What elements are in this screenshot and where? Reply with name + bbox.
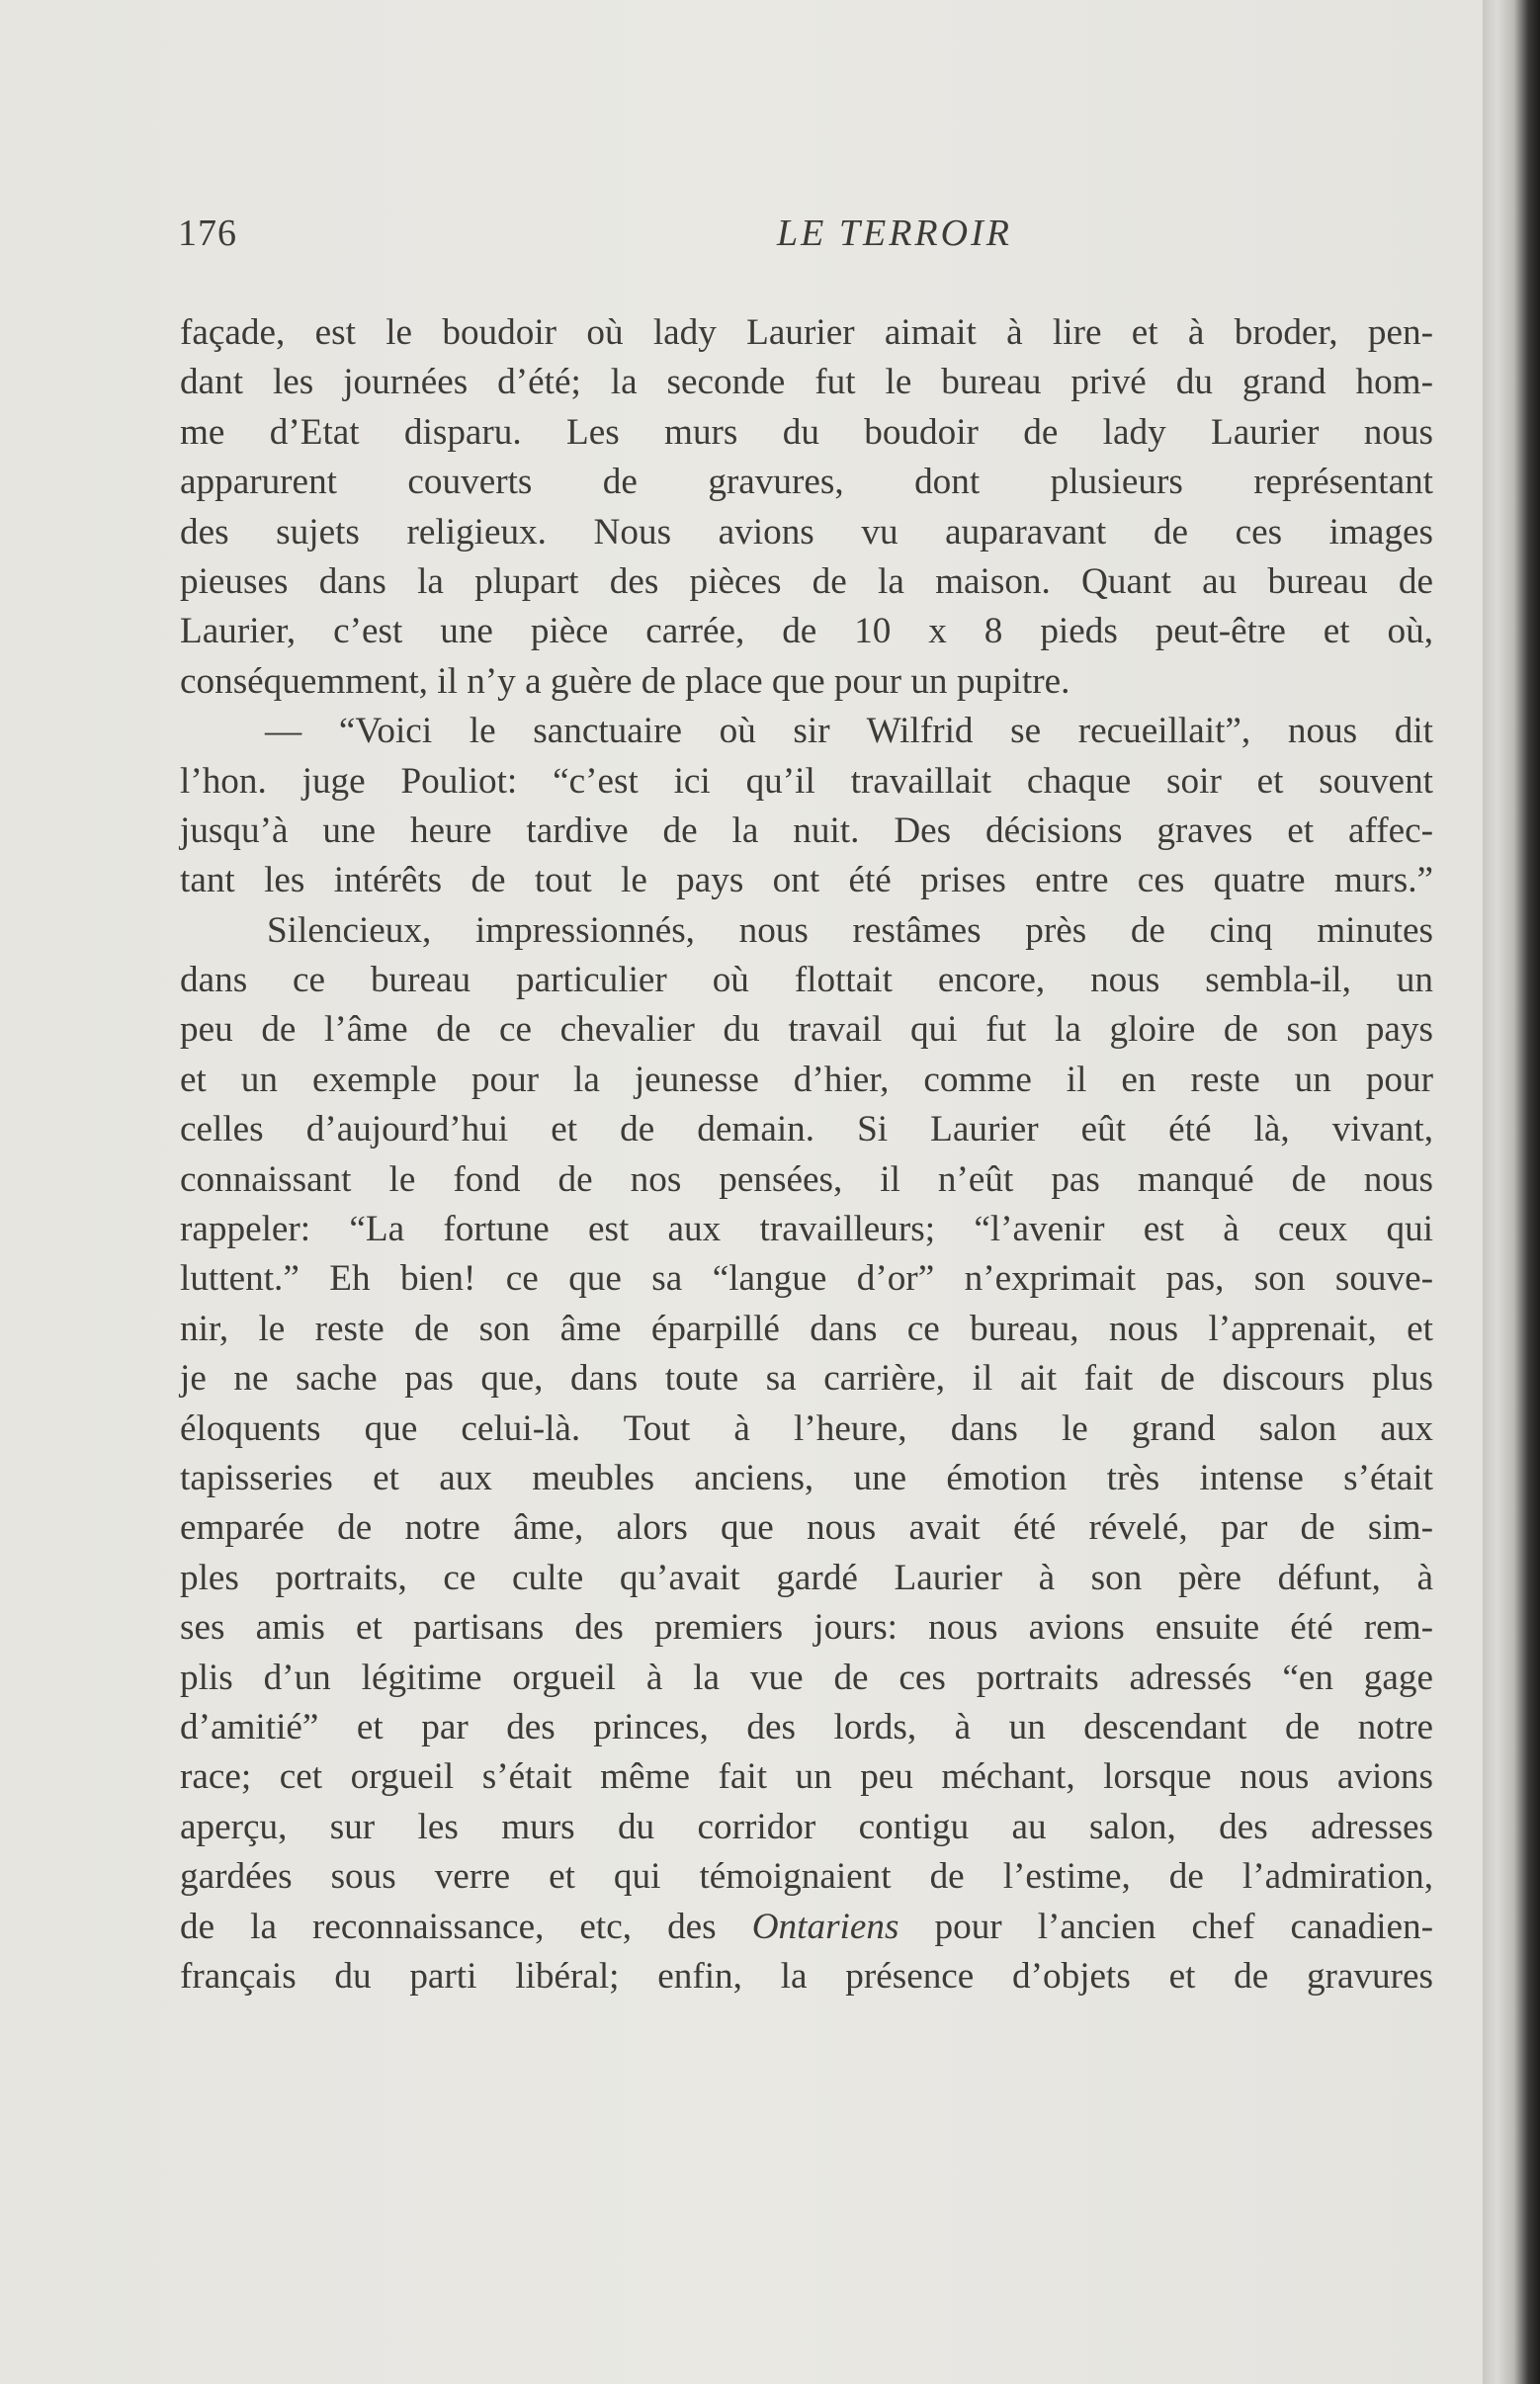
- page-number: 176: [178, 213, 237, 254]
- body-text: [180, 308, 1433, 2001]
- text-line: plis d’un légitime orgueil à la vue de ces portraits adressés “en gage: [180, 1657, 1433, 1698]
- text-line: aperçu, sur les murs du corridor contigu au salon, des adresses: [180, 1806, 1433, 1847]
- text-line: emparée de notre âme, alors que nous avait été révelé, par de sim-: [180, 1507, 1433, 1549]
- running-head: [178, 212, 1433, 271]
- text-line: Laurier, c’est une pièce carrée, de 10 x 8 pieds peut-être et où,: [180, 611, 1433, 652]
- text-line: éloquents que celui-là. Tout à l’heure, dans le grand salon aux: [180, 1407, 1433, 1449]
- text-line: ples portraits, ce culte qu’avait gardé Laurier à son père défunt, à: [180, 1557, 1433, 1598]
- text-line: Silencieux, impressionnés, nous restâmes près de cinq minutes: [267, 909, 1433, 951]
- text-segment: pour l’ancien chef canadien-: [934, 1906, 1434, 1947]
- text-line: dant les journées d’été; la seconde fut le bureau privé du grand hom-: [180, 362, 1433, 403]
- text-line: tant les intérêts de tout le pays ont été prises entre ces quatre murs.”: [180, 860, 1433, 901]
- text-line: dans ce bureau particulier où flottait encore, nous sembla-il, un: [180, 960, 1433, 1001]
- text-line: des sujets religieux. Nous avions vu auparavant de ces images: [180, 511, 1433, 553]
- text-line: tapisseries et aux meubles anciens, une émotion très intense s’était: [180, 1457, 1433, 1498]
- text-line: me d’Etat disparu. Les murs du boudoir de lady Laurier nous: [180, 411, 1433, 453]
- text-line: je ne sache pas que, dans toute sa carrière, il ait fait de discours plus: [180, 1358, 1433, 1400]
- text-line: luttent.” Eh bien! ce que sa “langue d’or” n’exprimait pas, son souve-: [180, 1258, 1433, 1300]
- text-line: façade, est le boudoir où lady Laurier aimait à lire et à broder, pen-: [180, 312, 1433, 353]
- text-segment: de la reconnaissance, etc, des: [180, 1906, 717, 1947]
- text-line: conséquemment, il n’y a guère de place que pour un pupitre.: [180, 660, 1070, 702]
- text-line: celles d’aujourd’hui et de demain. Si Laurier eût été là, vivant,: [180, 1109, 1433, 1150]
- text-line: gardées sous verre et qui témoignaient de l’estime, de l’admiration,: [180, 1856, 1433, 1898]
- text-line: race; cet orgueil s’était même fait un peu méchant, lorsque nous avions: [180, 1756, 1433, 1798]
- text-line: et un exemple pour la jeunesse d’hier, comme il en reste un pour: [180, 1059, 1433, 1100]
- text-line-with-italic: [180, 1903, 1433, 1952]
- text-line: pieuses dans la plupart des pièces de la maison. Quant au bureau de: [180, 560, 1433, 602]
- text-line: — “Voici le sanctuaire où sir Wilfrid se recueillait”, nous dit: [265, 711, 1433, 752]
- text-line: apparurent couverts de gravures, dont plusieurs représentant: [180, 462, 1433, 503]
- text-line: d’amitié” et par des princes, des lords, à un descendant de notre: [180, 1706, 1433, 1747]
- text-line: ses amis et partisans des premiers jours: nous avions ensuite été rem-: [180, 1607, 1433, 1649]
- italic-word: Ontariens: [751, 1906, 899, 1947]
- text-line: rappeler: “La fortune est aux travailleurs; “l’avenir est à ceux qui: [180, 1209, 1433, 1250]
- text-line: connaissant le fond de nos pensées, il n’eût pas manqué de nous: [180, 1158, 1433, 1200]
- text-line: jusqu’à une heure tardive de la nuit. Des décisions graves et affec-: [180, 809, 1433, 851]
- text-line: l’hon. juge Pouliot: “c’est ici qu’il travaillait chaque soir et souvent: [180, 760, 1433, 802]
- running-title: LE TERROIR: [777, 213, 1012, 254]
- text-line: peu de l’âme de ce chevalier du travail qui fut la gloire de son pays: [180, 1009, 1433, 1051]
- book-spine-edge: [1483, 0, 1540, 2384]
- text-line: français du parti libéral; enfin, la présence d’objets et de gravures: [180, 1955, 1433, 1997]
- text-line: nir, le reste de son âme éparpillé dans ce bureau, nous l’apprenait, et: [180, 1308, 1433, 1349]
